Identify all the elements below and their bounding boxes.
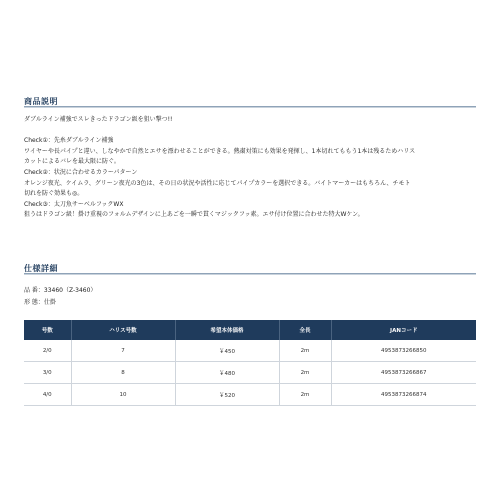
description-section-title: 商品説明: [24, 97, 58, 106]
description-body: [24, 115, 478, 221]
product-code: 品 番：33460（Z-3460）: [24, 287, 97, 294]
description-spacer: [24, 126, 478, 137]
specs-title-rule: [24, 273, 476, 275]
description-line: 狙うはドラゴン級！掛け重視のフォルムデザインに上あごを一瞬で貫くマジックフッ素。エサ付け位置に合わせた特大Wケン。: [24, 211, 364, 219]
cell-jan-code: 4953873266867: [331, 362, 476, 384]
description-line: Check③：太刀魚サーベルフックWX: [24, 200, 124, 208]
cell-harris-size: 7: [71, 340, 175, 362]
cell-harris-size: 8: [71, 362, 175, 384]
cell-jan-code: 4953873266874: [331, 384, 476, 406]
cell-length: 2m: [279, 384, 331, 406]
table-row: [24, 340, 476, 362]
header-length: 全長: [279, 320, 331, 340]
description-line: オレンジ夜光、ケイムラ、グリーン夜光の3色は、その日の状況や活性に応じてパイプカラーを選択できる。バイトマーカーはもちろん、チモト: [24, 179, 411, 187]
spec-summary: [24, 285, 96, 308]
spec-table: [24, 320, 476, 406]
description-line: Check②：状況に合わせるカラーパターン: [24, 168, 138, 176]
specs-section-title: 仕様詳細: [24, 264, 58, 273]
cell-size: 3/0: [24, 362, 71, 384]
spec-table-header-row: [24, 320, 476, 340]
description-line: 切れを防ぐ効果も◎。: [24, 190, 84, 198]
header-jan-code: JANコード: [331, 320, 476, 340]
cell-length: 2m: [279, 340, 331, 362]
cell-price: ￥480: [175, 362, 279, 384]
cell-size: 2/0: [24, 340, 71, 362]
table-row: [24, 362, 476, 384]
cell-jan-code: 4953873266850: [331, 340, 476, 362]
cell-price: ￥450: [175, 340, 279, 362]
description-headline: ダブルライン補強でスレきったドラゴン級を狙い撃つ!!: [24, 116, 173, 123]
description-line: Check①：先糸ダブルライン補強: [24, 137, 114, 145]
description-line: ワイヤーや長パイプと違い、しなやかで自然とエサを漂わせることができる。熱粛対策にも効果を発揮し、1本切れてももう1本は残るためハリス: [24, 147, 416, 155]
table-row: [24, 384, 476, 406]
cell-harris-size: 10: [71, 384, 175, 406]
product-form: 形 態：仕掛: [24, 298, 56, 306]
header-size: 号数: [24, 320, 71, 340]
description-title-rule: [24, 106, 476, 108]
header-price: 希望本体価格: [175, 320, 279, 340]
description-line: カットによるバレを最大限に防ぐ。: [24, 158, 120, 166]
header-harris-size: ハリス号数: [71, 320, 175, 340]
cell-size: 4/0: [24, 384, 71, 406]
cell-price: ￥520: [175, 384, 279, 406]
cell-length: 2m: [279, 362, 331, 384]
